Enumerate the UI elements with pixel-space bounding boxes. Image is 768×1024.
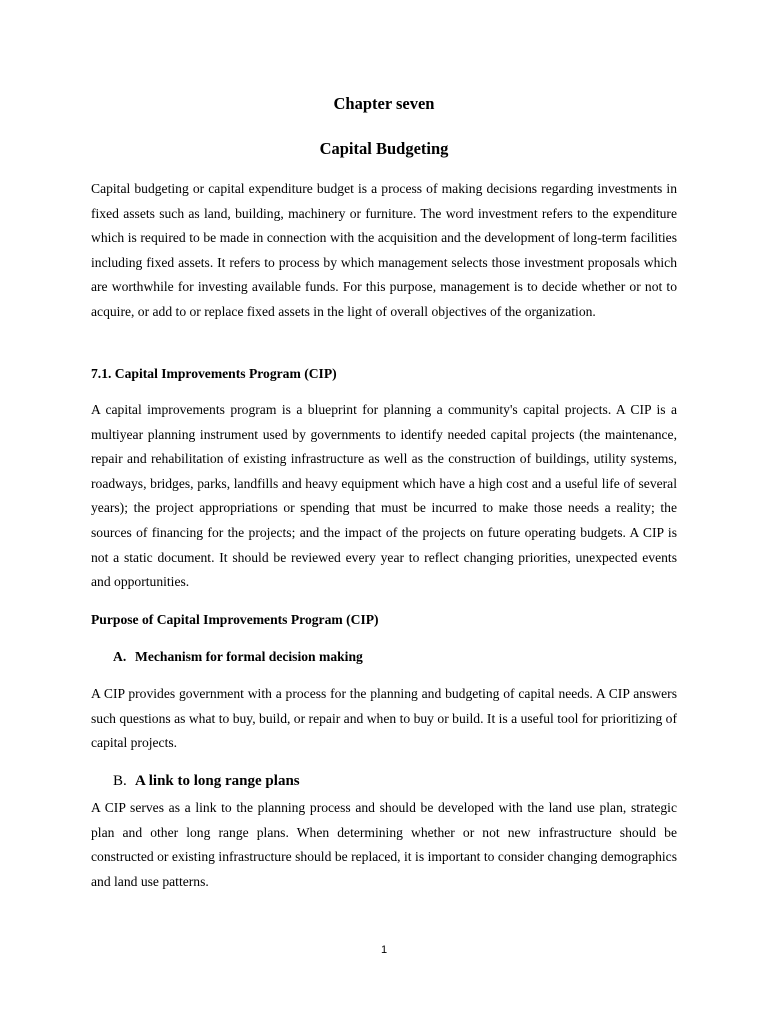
purpose-heading: Purpose of Capital Improvements Program (CIP) (91, 612, 379, 627)
chapter-label: Chapter seven (333, 94, 435, 113)
item-b-marker: B. (113, 773, 127, 789)
section-paragraph: A capital improvements program is a blueprint for planning a community's capital projects. A CIP is a multiyear planning instrument used by governments to identify needed capital projects (the maintenance, repair and rehabilitation of existing infrastructure as well as the construction of buildings, utility systems, roadways, bridges, parks, landfills and heavy equipment which have a high cost and a useful life of several years); the project appropriations or spending that must be incurred to make those needs a reality; the sources of financing for the projects; and the impact of the projects on future operating budgets. A CIP is not a static document. It should be reviewed every year to reflect changing priorities, unexpected events and opportunities. (91, 402, 677, 590)
item-a-heading-text: Mechanism for formal decision making (135, 649, 363, 664)
page-title: Capital Budgeting (319, 139, 449, 158)
page-number: 1 (380, 944, 388, 956)
item-b-paragraph: A CIP serves as a link to the planning process and should be developed with the land use plan, strategic plan and other long range plans. When determining whether or not new infrastructure should be constructed or existing infrastructure should be replaced, it is important to consider changing demographics and land use patterns. (91, 800, 677, 889)
item-a-marker: A. (113, 649, 127, 664)
item-b-heading (113, 773, 300, 790)
item-a-paragraph: A CIP provides government with a process for the planning and budgeting of capital needs. A CIP answers such questions as what to buy, build, or repair and when to buy or build. It is a useful tool for prioritizing of capital projects. (91, 686, 677, 751)
item-b-heading-text: A link to long range plans (135, 773, 300, 789)
section-heading: 7.1. Capital Improvements Program (CIP) (91, 366, 337, 381)
intro-paragraph: Capital budgeting or capital expenditure budget is a process of making decisions regarding investments in fixed assets such as land, building, machinery or furniture. The word investment refers to the expenditure which is required to be made in connection with the acquisition and the development of long-term facilities including fixed assets. It refers to process by which management selects those investment proposals which are worthwhile for investing available funds. For this purpose, management is to decide whether or not to acquire, or add to or replace fixed assets in the light of overall objectives of the organization. (91, 181, 677, 319)
item-a-heading (113, 649, 363, 665)
